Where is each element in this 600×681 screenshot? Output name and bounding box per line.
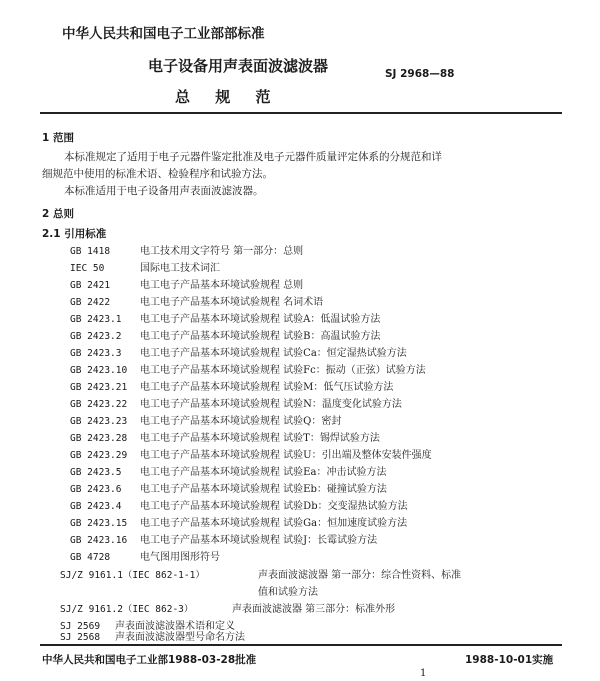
reference-code: GB 2423.2 — [70, 331, 122, 342]
reference-title: 电工电子产品基本环境试验规程 试验A：低温试验方法 — [140, 314, 381, 325]
section-1-paragraph-2: 本标准适用于电子设备用声表面波滤波器。 — [64, 185, 264, 197]
standard-number: SJ 2968—88 — [385, 68, 455, 80]
reference-row — [70, 310, 380, 327]
reference-row — [70, 480, 387, 497]
reference-code: SJ 2568 — [60, 632, 101, 643]
reference-title: 电工电子产品基本环境试验规程 试验M：低气压试验方法 — [140, 382, 394, 393]
reference-row — [70, 412, 341, 429]
reference-row — [70, 514, 407, 531]
reference-row — [70, 344, 407, 361]
section-2-heading: 2 总则 — [42, 208, 74, 220]
reference-row-sj9161-2 — [60, 600, 395, 617]
reference-row — [70, 378, 393, 395]
reference-title: 电工电子产品基本环境试验规程 试验Ea：冲击试验方法 — [140, 467, 387, 478]
reference-title: 电工电子产品基本环境试验规程 试验T：锡焊试验方法 — [140, 433, 380, 444]
reference-row — [70, 497, 408, 514]
reference-code: GB 2423.22 — [70, 399, 128, 410]
document-subtitle: 总 规 范 — [175, 88, 281, 106]
reference-code: GB 2423.1 — [70, 314, 122, 325]
reference-title: 电气图用图形符号 — [140, 552, 220, 563]
reference-title: 电工电子产品基本环境试验规程 试验Fc：振动（正弦）试验方法 — [140, 365, 426, 376]
reference-title: 电工电子产品基本环境试验规程 试验Ga：恒加速度试验方法 — [140, 518, 408, 529]
reference-row — [70, 361, 426, 378]
section-1-paragraph-line-2: 细规范中使用的标准术语、检验程序和试验方法。 — [42, 168, 273, 180]
reference-row — [70, 276, 303, 293]
reference-title: 电工电子产品基本环境试验规程 试验B：高温试验方法 — [140, 331, 381, 342]
reference-code: GB 2423.15 — [70, 518, 128, 529]
reference-code: GB 2423.28 — [70, 433, 128, 444]
reference-row — [70, 293, 323, 310]
reference-title: 电工电子产品基本环境试验规程 试验U：引出端及整体安装件强度 — [140, 450, 432, 461]
reference-code: GB 2423.21 — [70, 382, 128, 393]
reference-code: GB 2422 — [70, 297, 111, 308]
reference-row — [70, 429, 380, 446]
header-divider — [40, 112, 562, 114]
reference-code: GB 2423.5 — [70, 467, 122, 478]
reference-code: GB 2423.4 — [70, 501, 122, 512]
reference-row — [70, 259, 220, 276]
reference-row — [70, 463, 386, 480]
reference-code: IEC 50 — [70, 263, 105, 274]
reference-row — [70, 548, 220, 565]
reference-row — [70, 531, 377, 548]
reference-code: SJ 2569 — [60, 621, 101, 632]
implementation-date: 1988-10-01实施 — [465, 654, 554, 666]
document-title: 电子设备用声表面波滤波器 — [148, 57, 329, 75]
reference-title: 国际电工技术词汇 — [140, 263, 220, 274]
reference-code: SJ/Z 9161.1（IEC 862-1-1） — [60, 570, 205, 581]
reference-title: 电工电子产品基本环境试验规程 总则 — [140, 280, 304, 291]
section-1-heading: 1 范围 — [42, 132, 74, 144]
reference-row-sj2568 — [60, 632, 245, 644]
reference-title: 电工电子产品基本环境试验规程 试验Ca：恒定湿热试验方法 — [140, 348, 407, 359]
section-2-1-heading: 2.1 引用标准 — [42, 228, 107, 240]
reference-row — [70, 242, 303, 259]
section-1-paragraph-line-1: 本标准规定了适用于电子元器件鉴定批准及电子元器件质量评定体系的分规范和详 — [64, 151, 442, 163]
reference-code: SJ/Z 9161.2（IEC 862-3） — [60, 604, 194, 615]
reference-title: 电工电子产品基本环境试验规程 试验Eb：碰撞试验方法 — [140, 484, 387, 495]
reference-code: GB 2423.16 — [70, 535, 128, 546]
reference-title: 电工电子产品基本环境试验规程 试验Db：交变湿热试验方法 — [140, 501, 408, 512]
reference-title: 电工电子产品基本环境试验规程 名词术语 — [140, 297, 324, 308]
reference-title-continuation: 值和试验方法 — [258, 587, 318, 598]
footer-divider — [40, 644, 562, 646]
reference-code: GB 2421 — [70, 280, 111, 291]
reference-row — [70, 327, 381, 344]
reference-title: 声表面波滤波器 第一部分：综合性资料、标准 — [258, 570, 462, 581]
reference-code: GB 2423.23 — [70, 416, 128, 427]
reference-title: 电工电子产品基本环境试验规程 试验N：温度变化试验方法 — [140, 399, 402, 410]
reference-code: GB 2423.29 — [70, 450, 128, 461]
reference-title: 声表面波滤波器 第三部分：标准外形 — [232, 604, 396, 615]
reference-title: 电工电子产品基本环境试验规程 试验Q：密封 — [140, 416, 342, 427]
reference-code: GB 4728 — [70, 552, 111, 563]
page-number: 1 — [420, 668, 427, 679]
reference-code: GB 2423.10 — [70, 365, 128, 376]
issuing-authority: 中华人民共和国电子工业部部标准 — [62, 26, 265, 42]
reference-title: 电工电子产品基本环境试验规程 试验J：长霉试验方法 — [140, 535, 378, 546]
reference-row — [70, 395, 402, 412]
reference-title: 声表面波滤波器型号命名方法 — [115, 632, 245, 643]
reference-title: 声表面波滤波器术语和定义 — [115, 621, 235, 632]
reference-code: GB 1418 — [70, 246, 111, 257]
reference-code: GB 2423.3 — [70, 348, 122, 359]
reference-row — [70, 446, 432, 463]
reference-code: GB 2423.6 — [70, 484, 122, 495]
approval-statement: 中华人民共和国电子工业部1988-03-28批准 — [42, 654, 257, 666]
reference-row-sj9161-1 — [60, 566, 461, 583]
reference-title: 电工技术用文字符号 第一部分：总则 — [140, 246, 304, 257]
